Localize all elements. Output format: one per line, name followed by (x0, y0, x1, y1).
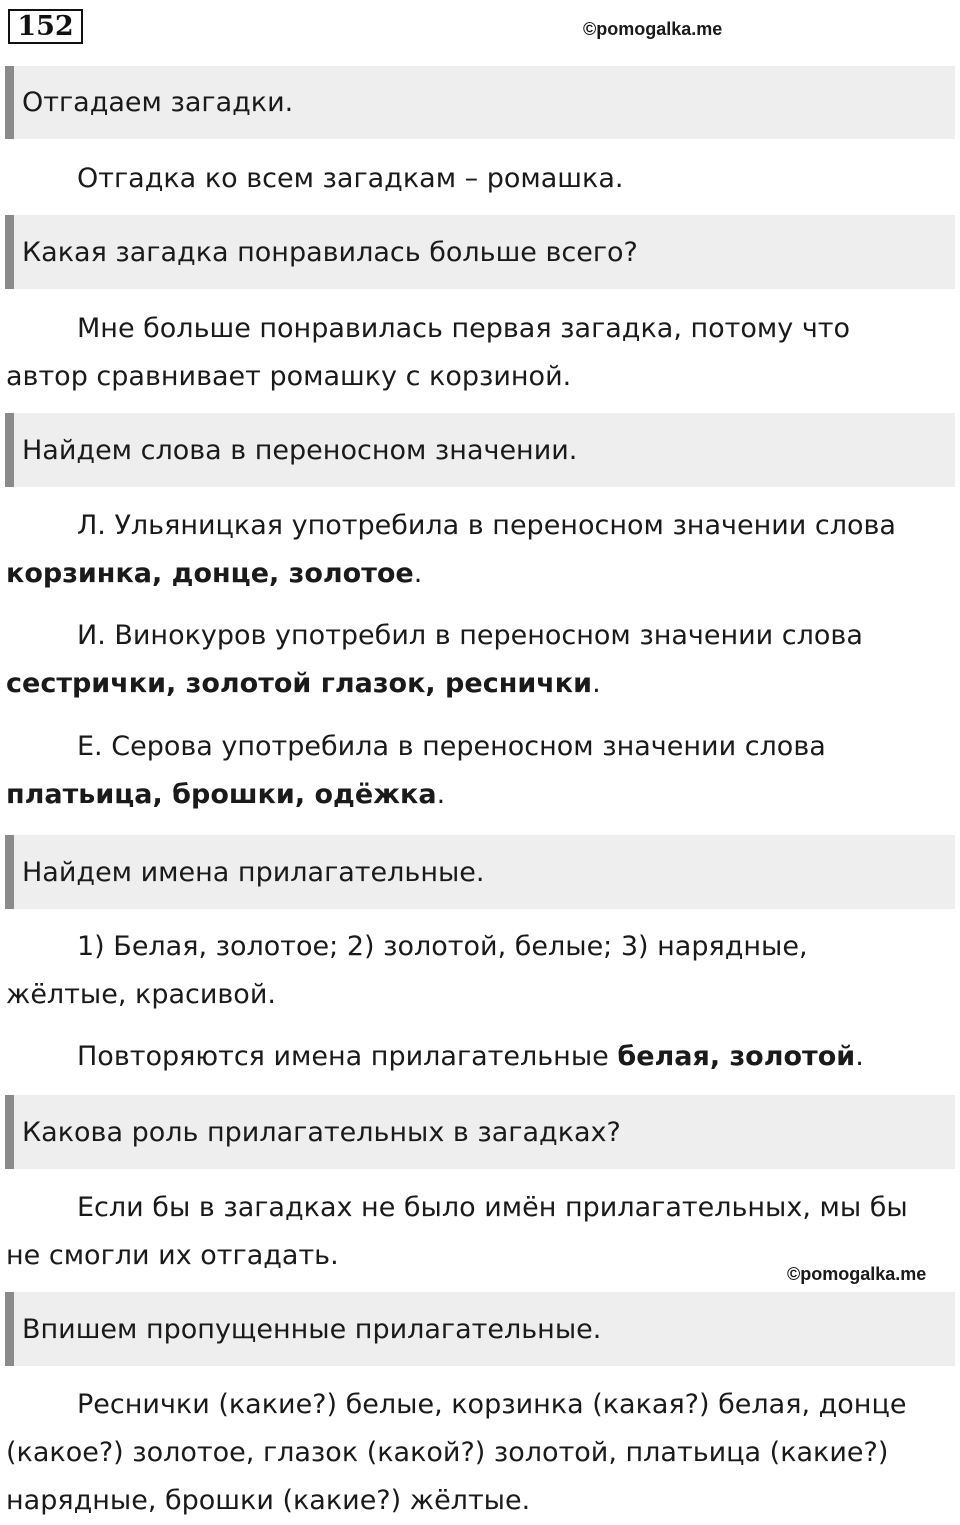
answer-bold: платьица, брошки, одёжка (6, 779, 437, 810)
question-bar-6 (5, 1292, 955, 1366)
watermark-top: ©pomogalka.me (583, 19, 723, 39)
question-bar-5 (5, 1095, 955, 1169)
answer-end: . (855, 1041, 864, 1072)
answer-text: И. Винокуров употребил в переносном значении слова (77, 620, 863, 651)
question-text: Какова роль прилагательных в загадках? (22, 1116, 621, 1148)
question-bar-4 (5, 835, 955, 909)
question-bar-3 (5, 413, 955, 487)
watermark-middle: ©pomogalka.me (787, 1264, 927, 1284)
answer-text: Л. Ульяницкая употребила в переносном значении слова (77, 510, 896, 541)
question-bar-2 (5, 215, 955, 289)
question-bar-1 (5, 66, 955, 139)
answer-paragraph: Реснички (какие?) белые, корзинка (какая?) белая, донце (какое?) золотое, глазок (какой?) золотой, платьица (какие?) нарядные, брошки (какие?) жёлтые. (6, 1389, 907, 1516)
answer-end: . (436, 779, 446, 810)
answer-text: Е. Серова употребила в переносном значении слова (77, 731, 826, 762)
answer-paragraph: 1) Белая, золотое; 2) золотой, белые; 3) нарядные, жёлтые, красивой. (6, 931, 808, 1010)
question-text: Впишем пропущенные прилагательные. (22, 1313, 602, 1345)
answer-end: . (413, 558, 423, 589)
answer-bold: сестрички, золотой глазок, реснички (6, 668, 593, 699)
question-text: Отгадаем загадки. (22, 87, 294, 118)
answer-bold: белая, золотой (617, 1041, 856, 1072)
answer-paragraph (6, 612, 936, 708)
answer-paragraph (6, 723, 936, 819)
answer-paragraph (6, 1033, 936, 1081)
answer-end: . (592, 668, 601, 699)
question-text: Найдем имена прилагательные. (22, 856, 485, 888)
answer-text: Повторяются имена прилагательные (77, 1041, 618, 1072)
answer-paragraph: Мне больше понравилась первая загадка, потому что автор сравнивает ромашку с корзиной. (6, 313, 851, 392)
answer-paragraph: Если бы в загадках не было имён прилагательных, мы бы не смогли их отгадать. (6, 1192, 908, 1271)
answer-bold: корзинка, донце, золотое (6, 558, 414, 589)
page-number: 152 (8, 9, 83, 44)
answer-paragraph (6, 502, 936, 598)
answer-paragraph: Отгадка ко всем загадкам – ромашка. (77, 163, 624, 194)
question-text: Какая загадка понравилась больше всего? (22, 236, 638, 268)
question-text: Найдем слова в переносном значении. (22, 434, 578, 466)
